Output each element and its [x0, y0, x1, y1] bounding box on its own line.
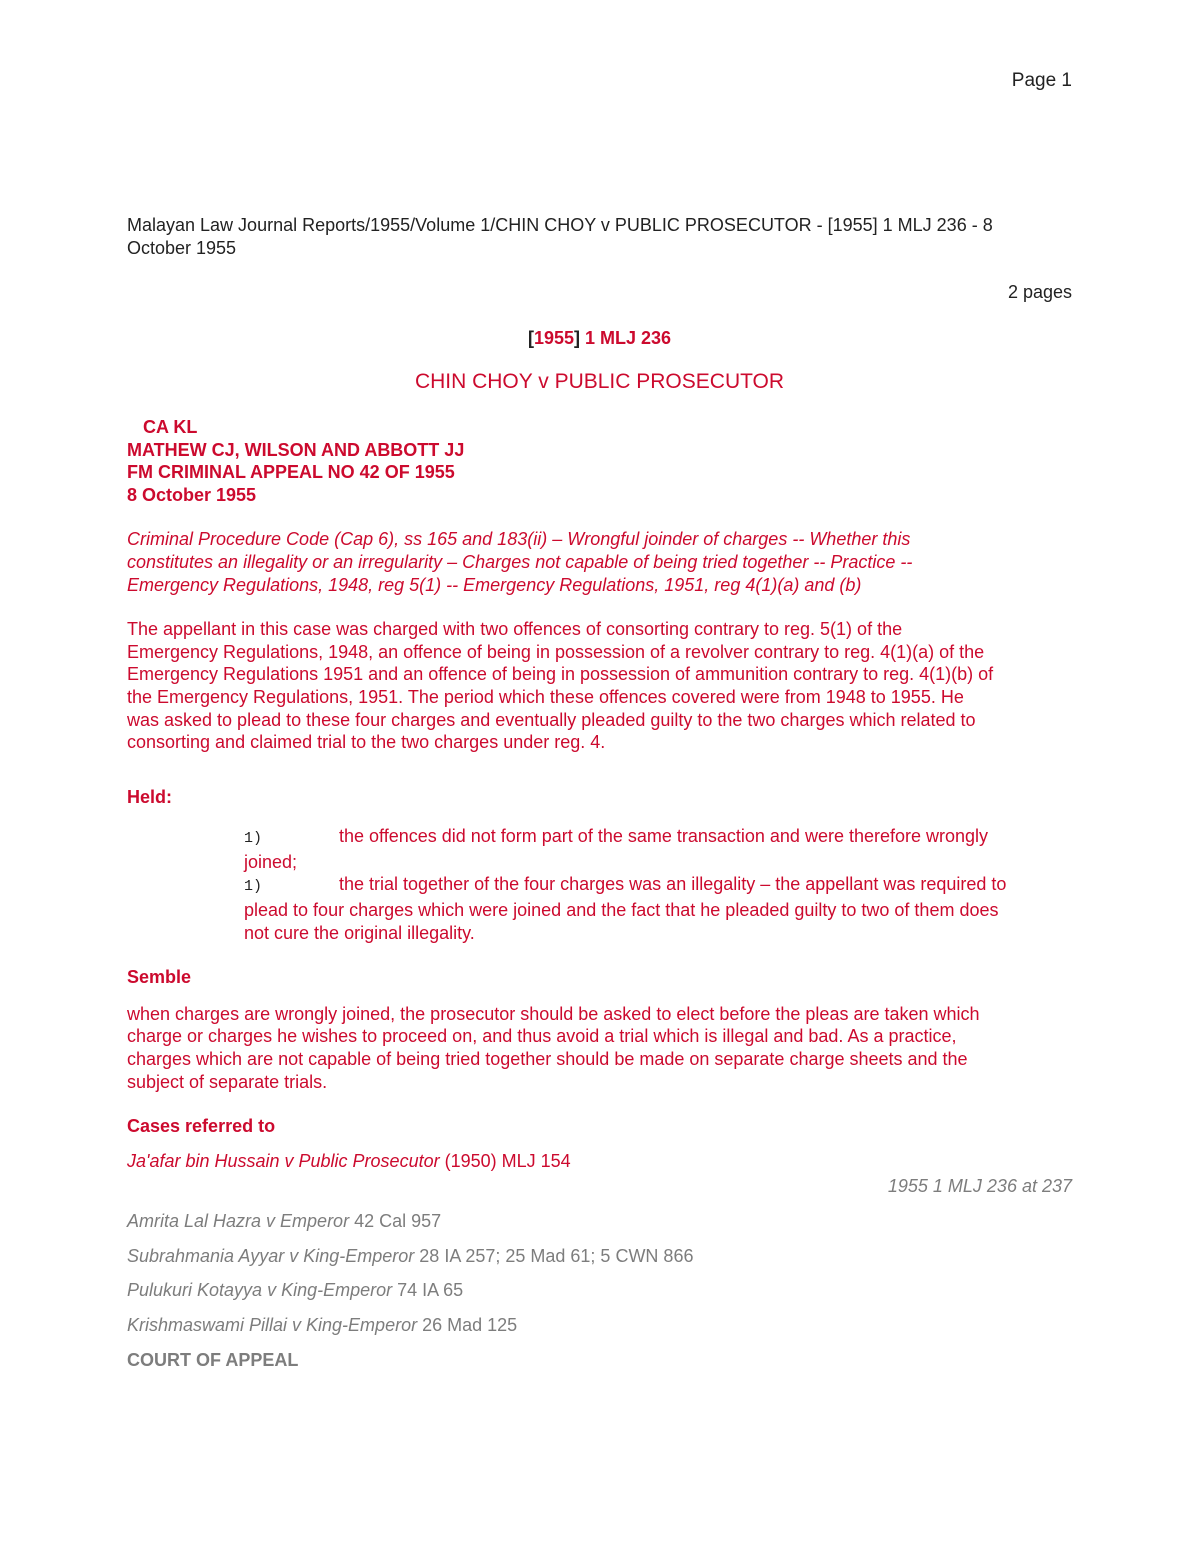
held-item-number: 1)	[244, 830, 263, 848]
case-title: CHIN CHOY v PUBLIC PROSECUTOR	[414, 370, 785, 394]
case-name: Pulukuri Kotayya v King-Emperor	[127, 1280, 393, 1301]
case-cite: (1950) MLJ 154	[439, 1150, 571, 1171]
held-list	[127, 825, 1072, 944]
held-item-text: the trial together of the four charges was an illegality – the appellant was required to	[339, 874, 1007, 895]
catchwords-line: constitutes an illegality or an irregularity – Charges not capable of being tried together -- Practice --	[127, 551, 913, 572]
semble-paragraph	[127, 1003, 1072, 1093]
page-count: 2 pages	[1007, 282, 1072, 303]
semble-line: when charges are wrongly joined, the prosecutor should be asked to elect before the pleas are taken which	[127, 1003, 980, 1024]
facts-line: was asked to plead to these four charges and eventually pleaded guilty to the two charges which related to	[127, 709, 976, 730]
held-item-text: the offences did not form part of the same transaction and were therefore wrongly	[339, 826, 989, 847]
held-item-number: 1)	[244, 878, 263, 896]
facts-line: consorting and claimed trial to the two charges under reg. 4.	[127, 732, 606, 753]
citation-bracket-close: ]	[574, 327, 580, 348]
held-item-text: plead to four charges which were joined and the fact that he pleaded guilty to two of them does	[244, 900, 999, 921]
header-line-2: October 1955	[127, 237, 237, 258]
case-cite: 26 Mad 125	[417, 1314, 518, 1335]
semble-line: charges which are not capable of being tried together should be made on separate charge sheets and the	[127, 1049, 968, 1070]
held-heading: Held:	[127, 786, 172, 807]
catchwords-line: Emergency Regulations, 1948, reg 5(1) -- Emergency Regulations, 1951, reg 4(1)(a) and (b)	[127, 574, 862, 595]
judges: MATHEW CJ, WILSON AND ABBOTT JJ	[127, 439, 465, 460]
catchwords	[127, 528, 1072, 596]
appeal-number: FM CRIMINAL APPEAL NO 42 OF 1955	[127, 462, 455, 483]
cases-heading: Cases referred to	[127, 1116, 276, 1137]
case-name: Subrahmania Ayyar v King-Emperor	[127, 1245, 415, 1266]
case-cite: 74 IA 65	[392, 1280, 464, 1301]
court-of-appeal-heading: COURT OF APPEAL	[127, 1350, 299, 1371]
facts-line: The appellant in this case was charged with two offences of consorting contrary to reg. 5(1) of the	[127, 619, 903, 640]
held-item	[244, 825, 1072, 873]
court-block	[127, 416, 1072, 506]
case-name: Krishmaswami Pillai v King-Emperor	[127, 1314, 418, 1335]
case-cite: 28 IA 257; 25 Mad 61; 5 CWN 866	[414, 1245, 694, 1266]
citation-bracket-open: [	[527, 327, 534, 348]
document-header	[127, 214, 1072, 259]
case-name: Amrita Lal Hazra v Emperor	[127, 1211, 350, 1231]
case-reference	[127, 1245, 1072, 1268]
facts-paragraph	[127, 618, 1072, 754]
citation-rest: 1 MLJ 236	[580, 327, 672, 348]
semble-heading: Semble	[127, 967, 192, 988]
page-reference: 1955 1 MLJ 236 at 237	[887, 1176, 1072, 1197]
case-reference	[127, 1314, 1072, 1337]
court-code: CA KL	[143, 416, 198, 437]
citation	[127, 327, 1072, 350]
held-item-text: joined;	[244, 851, 298, 872]
decision-date: 8 October 1955	[127, 484, 257, 505]
document-body	[127, 214, 1072, 1372]
semble-line: charge or charges he wishes to proceed on, and thus avoid a trial which is illegal and bad. As a practice,	[127, 1026, 957, 1047]
case-reference	[127, 1210, 1072, 1233]
held-item	[244, 873, 1072, 944]
catchwords-line: Criminal Procedure Code (Cap 6), ss 165 and 183(ii) – Wrongful joinder of charges -- Whether this	[127, 529, 911, 550]
case-reference	[127, 1279, 1072, 1302]
facts-line: Emergency Regulations, 1948, an offence of being in possession of a revolver contrary to reg. 4(1)(a) of the	[127, 641, 985, 662]
facts-line: the Emergency Regulations, 1951. The period which these offences covered were from 1948 to 1955. He	[127, 686, 964, 707]
page-number: Page 1	[1011, 70, 1072, 91]
header-line-1: Malayan Law Journal Reports/1955/Volume 1/CHIN CHOY v PUBLIC PROSECUTOR - [1955] 1 MLJ 236 - 8	[127, 215, 993, 235]
semble-line: subject of separate trials.	[127, 1071, 328, 1092]
citation-year: 1955	[533, 327, 574, 348]
facts-line: Emergency Regulations 1951 and an offence of being in possession of ammunition contrary to reg. 4(1)(b) of	[127, 664, 994, 685]
held-item-text: not cure the original illegality.	[244, 922, 475, 943]
case-name: Ja'afar bin Hussain v Public Prosecutor	[127, 1150, 440, 1171]
case-reference	[127, 1150, 1072, 1173]
case-cite: 42 Cal 957	[349, 1211, 442, 1231]
